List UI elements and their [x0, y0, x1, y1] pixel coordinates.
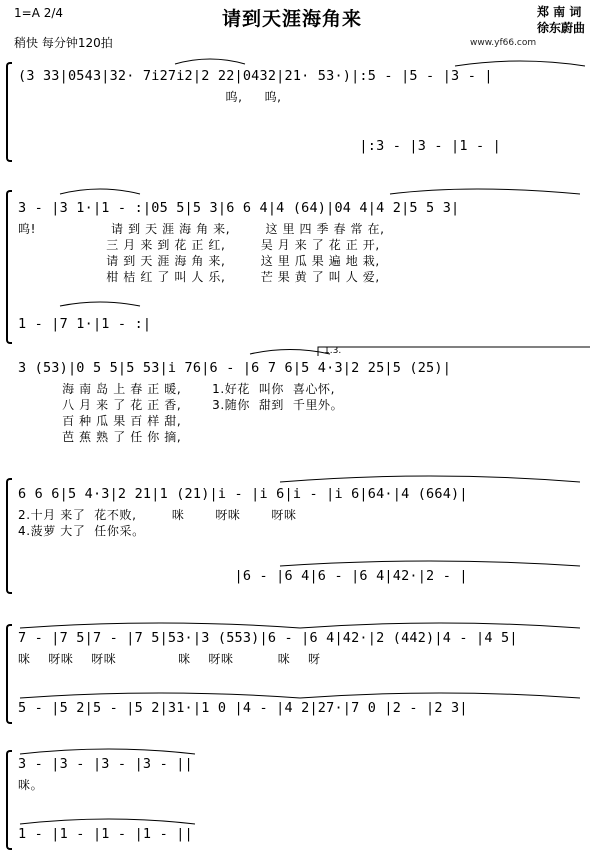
lyric-line-3: 请 到 天 涯 海 角 来, 这 里 瓜 果 遍 地 栽, [18, 254, 380, 268]
volta-bracket-label: 1.3. [324, 346, 342, 356]
staff-line-upper: 3 - |3 1·|1 - :|05 5|5 3|6 6 4|4 (64)|04 4|4 2|5 5 3| [18, 200, 460, 216]
key-signature: 1=A 2/4 [14, 6, 64, 20]
lyric-line-2: 八 月 来 了 花 正 香, 3.随你 甜到 千里外。 [18, 398, 344, 412]
song-title: 请到天涯海角来 [222, 8, 363, 30]
staff-line-lower: |:3 - |3 - |1 - | [18, 138, 502, 154]
lyric-line-2: 4.菠萝 大了 任你采。 [18, 524, 145, 538]
lyric-line-1: 呜! 请 到 天 涯 海 角 来, 这 里 四 季 春 常 在, [18, 222, 385, 236]
staff-line-lower: |6 - |6 4|6 - |6 4|42·|2 - | [18, 568, 468, 584]
slur-mark [300, 693, 580, 698]
slur-mark [20, 749, 195, 754]
lyric-line: 咪。 [18, 778, 44, 792]
composer-credit: 徐东蔚曲 [537, 21, 586, 35]
staff-line-lower: 5 - |5 2|5 - |5 2|31·|1 0 |4 - |4 2|27·|7 0 |2 - |2 3| [18, 700, 468, 716]
lyric-line-3: 百 种 瓜 果 百 样 甜, [18, 414, 182, 428]
slur-mark [175, 59, 245, 64]
staff-line-upper: 7 - |7 5|7 - |7 5|53·|3 (553)|6 - |6 4|42·|2 (442)|4 - |4 5| [18, 630, 518, 646]
slur-mark [20, 623, 300, 628]
staff-line-upper: (3 33|0543|32· 7i27i2|2 22|0432|21· 53·)|:5 - |5 - |3 - | [18, 68, 493, 84]
staff-line-upper: 6 6 6|5 4·3|2 21|1 (21)|i - |i 6|i - |i 6|64·|4 (664)| [18, 486, 468, 502]
lyric-line-4: 柑 桔 红 了 叫 人 乐, 芒 果 黄 了 叫 人 爱, [18, 270, 380, 284]
lyricist-credit: 郑 南 词 [537, 5, 582, 19]
lyric-line-2: 三 月 来 到 花 正 红, 吴 月 来 了 花 正 开, [18, 238, 380, 252]
website-link[interactable]: www.yf66.com [470, 38, 537, 48]
tempo-marking: 稍快 每分钟120拍 [14, 36, 113, 50]
slur-mark [20, 819, 195, 824]
slur-mark [300, 623, 580, 628]
slur-mark [280, 561, 580, 566]
slur-mark [20, 693, 300, 698]
staff-line-upper: 3 - |3 - |3 - |3 - || [18, 756, 193, 772]
lyric-line-4: 芭 蕉 熟 了 任 你 摘, [18, 430, 182, 444]
lyric-line: 呜, 呜, [18, 90, 282, 104]
staff-line-lower: 1 - |7 1·|1 - :| [18, 316, 152, 332]
staff-line-upper: 3 (53)|0 5 5|5 53|i 76|6 - |6 7 6|5 4·3|2 25|5 (25)| [18, 360, 452, 376]
slur-mark [455, 61, 585, 66]
slur-mark [390, 189, 580, 194]
volta-line [318, 347, 590, 356]
slur-mark [280, 476, 580, 482]
staff-line-lower: 1 - |1 - |1 - |1 - || [18, 826, 193, 842]
lyric-line-1: 海 南 岛 上 春 正 暖, 1.好花 叫你 喜心怀, [18, 382, 336, 396]
slur-mark [60, 302, 140, 306]
slur-mark [60, 189, 140, 194]
lyric-line-1: 2.十月 来了 花不败, 咪 呀咪 呀咪 [18, 508, 297, 522]
lyric-line: 咪 呀咪 呀咪 咪 呀咪 咪 呀 [18, 652, 321, 666]
